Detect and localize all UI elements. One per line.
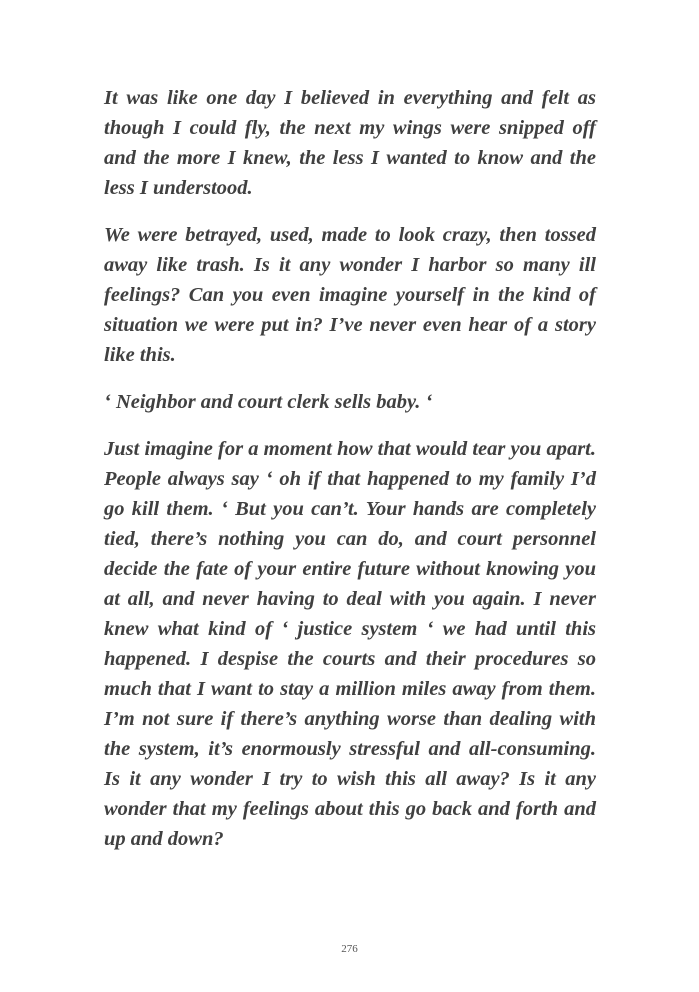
paragraph-2: We were betrayed, used, made to look crazy, then tossed away like trash. Is it any wonder I harbor so many ill feelings? Can you even imagine yourself in the kind of situation we were put in? I’ve never even hear of a story like this. [104,224,596,366]
body-text [104,83,596,871]
paragraph-4: Just imagine for a moment how that would tear you apart. People always say ‘ oh if that happened to my family I’d go kill them. ‘ But you can’t. Your hands are completely tied, there’s nothing you can do, and court personnel decide the fate of your entire future without knowing you at all, and never having to deal with you again. I never knew what kind of ‘ justice system ‘ we had until this happened. I despise the courts and their procedures so much that I want to stay a million miles away from them. I’m not sure if there’s anything worse than dealing with the system, it’s enormously stressful and all-consuming. Is it any wonder I try to wish this all away? Is it any wonder that my feelings about this go back and forth and up and down? [104,438,596,850]
page-number: 276 [341,943,358,955]
paragraph-3-quote: ‘ Neighbor and court clerk sells baby. ‘ [104,391,433,413]
paragraph-1: It was like one day I believed in everything and felt as though I could fly, the next my wings were snipped off and the more I knew, the less I wanted to know and the less I understood. [104,87,596,199]
